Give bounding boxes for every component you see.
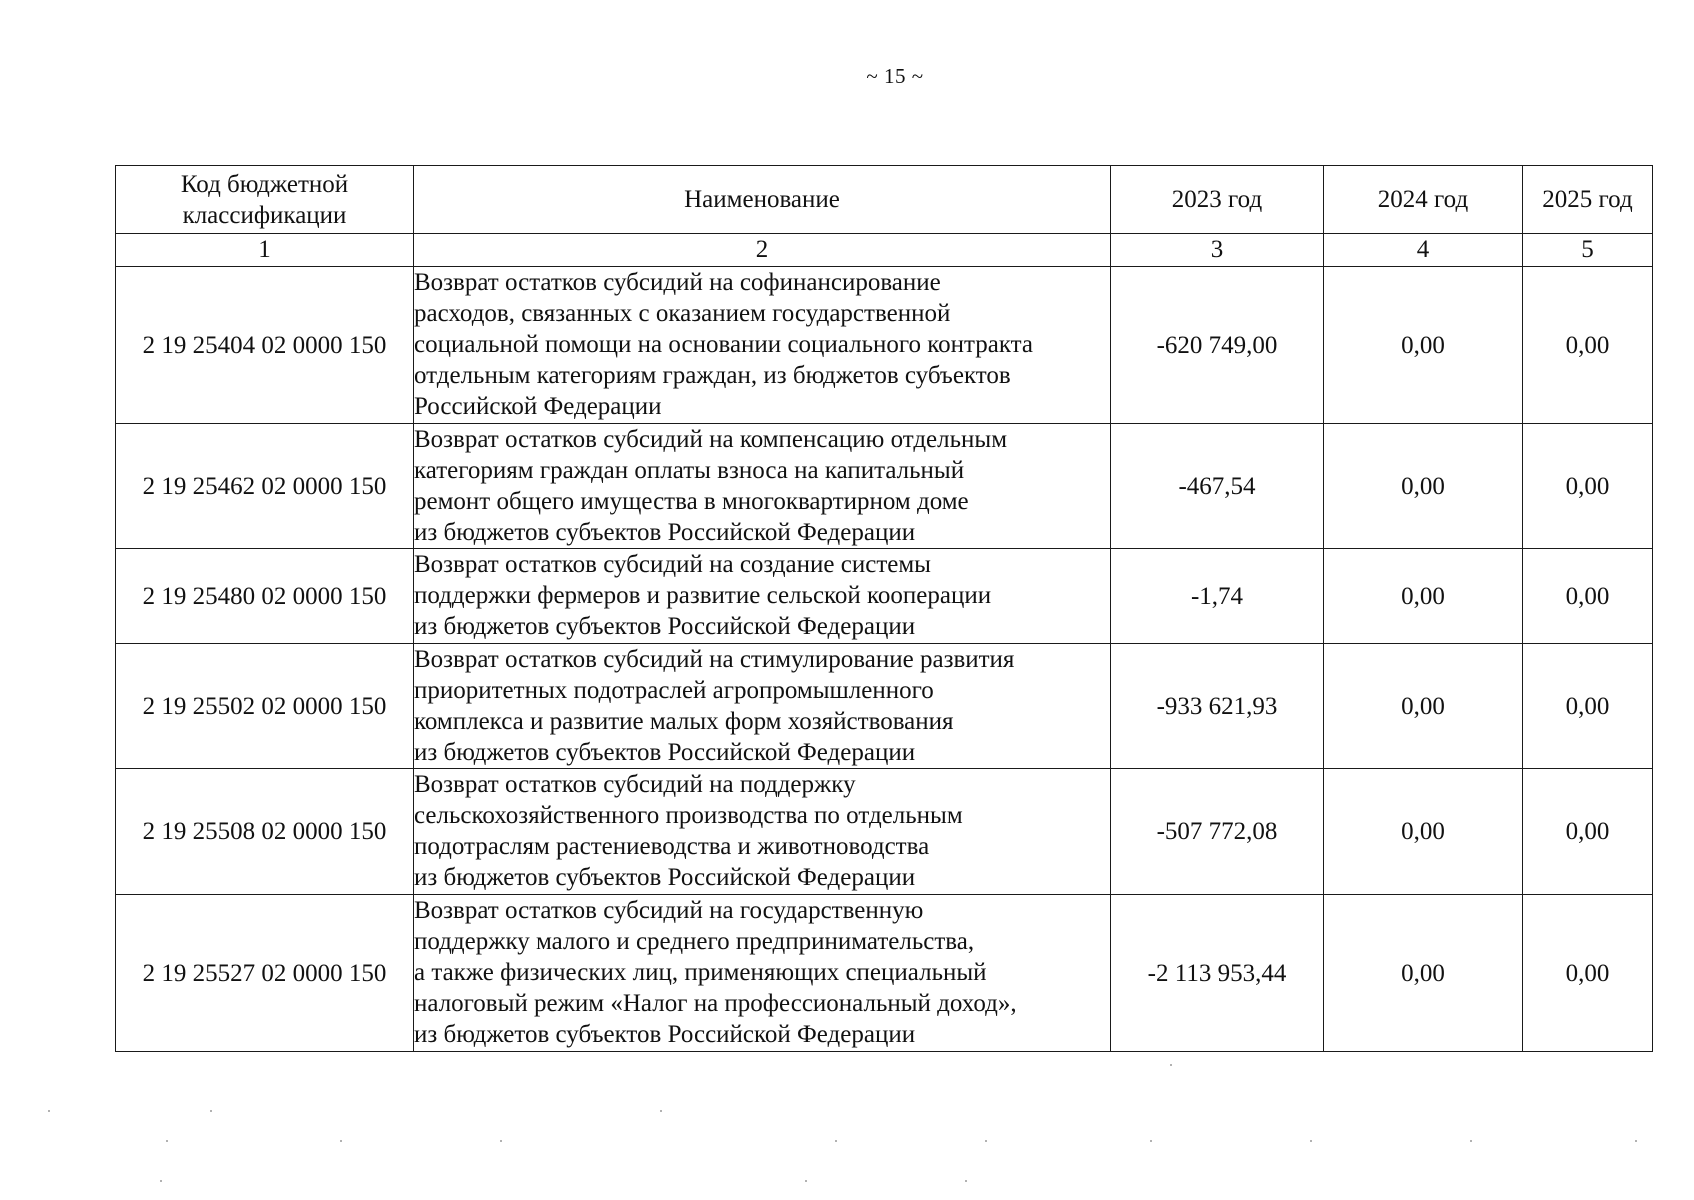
name-cell: Возврат остатков субсидий на стимулирование развития приоритетных подотраслей агропромышленного комплекса и развитие малых форм хозяйствования из бюджетов субъектов Российской Федерации — [414, 644, 1111, 769]
column-number-row — [116, 234, 1653, 267]
amount-2023-cell: -620 749,00 — [1111, 267, 1324, 424]
amount-2025-cell: 0,00 — [1523, 895, 1653, 1052]
header-name: Наименование — [414, 166, 1111, 234]
name-cell: Возврат остатков субсидий на софинансирование расходов, связанных с оказанием государственной социальной помощи на основании социального контракта отдельным категориям граждан, из бюджетов субъектов Российской Федерации — [414, 267, 1111, 424]
header-2024: 2024 год — [1324, 166, 1523, 234]
amount-2023-cell: -507 772,08 — [1111, 769, 1324, 895]
budget-table — [115, 165, 1653, 1052]
header-budget-code: Код бюджетной классификации — [116, 166, 414, 234]
amount-2025-cell: 0,00 — [1523, 644, 1653, 769]
budget-code-cell: 2 19 25480 02 0000 150 — [116, 549, 414, 644]
amount-2024-cell: 0,00 — [1324, 895, 1523, 1052]
amount-2023-cell: -1,74 — [1111, 549, 1324, 644]
column-number: 3 — [1111, 234, 1324, 267]
column-number: 1 — [116, 234, 414, 267]
amount-2025-cell: 0,00 — [1523, 267, 1653, 424]
table-row — [116, 549, 1653, 644]
amount-2025-cell: 0,00 — [1523, 769, 1653, 895]
column-number: 2 — [414, 234, 1111, 267]
amount-2023-cell: -933 621,93 — [1111, 644, 1324, 769]
page-number: ~ 15 ~ — [866, 64, 924, 88]
budget-code-cell: 2 19 25508 02 0000 150 — [116, 769, 414, 895]
name-cell: Возврат остатков субсидий на создание системы поддержки фермеров и развитие сельской кооперации из бюджетов субъектов Российской Федерации — [414, 549, 1111, 644]
column-number: 4 — [1324, 234, 1523, 267]
header-2025: 2025 год — [1523, 166, 1653, 234]
amount-2024-cell: 0,00 — [1324, 424, 1523, 549]
amount-2025-cell: 0,00 — [1523, 424, 1653, 549]
budget-code-cell: 2 19 25527 02 0000 150 — [116, 895, 414, 1052]
amount-2023-cell: -467,54 — [1111, 424, 1324, 549]
table-row — [116, 644, 1653, 769]
amount-2023-cell: -2 113 953,44 — [1111, 895, 1324, 1052]
table-row — [116, 769, 1653, 895]
budget-code-cell: 2 19 25404 02 0000 150 — [116, 267, 414, 424]
amount-2024-cell: 0,00 — [1324, 769, 1523, 895]
budget-code-cell: 2 19 25462 02 0000 150 — [116, 424, 414, 549]
name-cell: Возврат остатков субсидий на поддержку сельскохозяйственного производства по отдельным подотраслям растениеводства и животноводства из бюджетов субъектов Российской Федерации — [414, 769, 1111, 895]
amount-2024-cell: 0,00 — [1324, 549, 1523, 644]
column-number: 5 — [1523, 234, 1653, 267]
table-row — [116, 267, 1653, 424]
header-2023: 2023 год — [1111, 166, 1324, 234]
amount-2024-cell: 0,00 — [1324, 644, 1523, 769]
table-row — [116, 895, 1653, 1052]
budget-code-cell: 2 19 25502 02 0000 150 — [116, 644, 414, 769]
table-row — [116, 424, 1653, 549]
name-cell: Возврат остатков субсидий на компенсацию отдельным категориям граждан оплаты взноса на капитальный ремонт общего имущества в многоквартирном доме из бюджетов субъектов Российской Федерации — [414, 424, 1111, 549]
amount-2024-cell: 0,00 — [1324, 267, 1523, 424]
table-header-row — [116, 166, 1653, 234]
name-cell: Возврат остатков субсидий на государственную поддержку малого и среднего предпринимательства, а также физических лиц, применяющих специальный налоговый режим «Налог на профессиональный доход», из бюджетов субъектов Российской Федерации — [414, 895, 1111, 1052]
amount-2025-cell: 0,00 — [1523, 549, 1653, 644]
